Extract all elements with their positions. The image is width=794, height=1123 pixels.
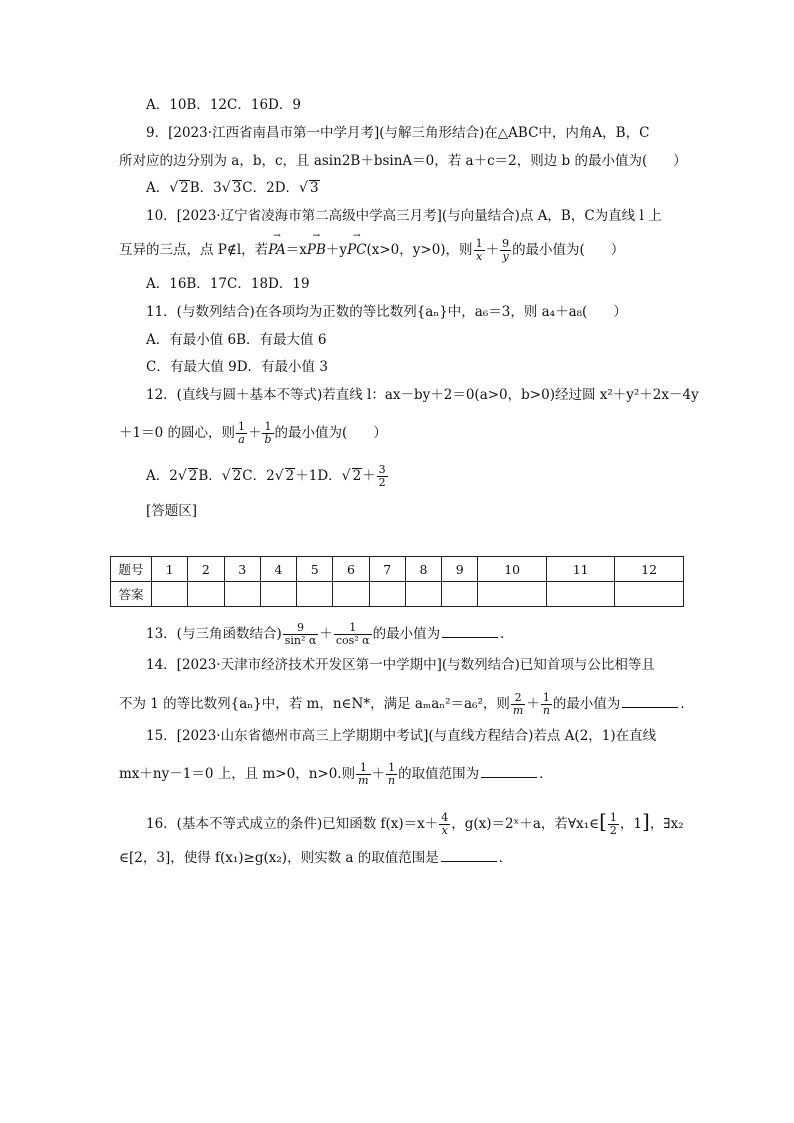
answer-number: 7 bbox=[369, 557, 405, 582]
answer-number: 1 bbox=[152, 557, 188, 582]
answer-cell bbox=[297, 582, 333, 607]
q13-tail: 的最小值为 bbox=[372, 626, 441, 642]
q12-line1: 12．(直线与圆＋基本不等式)若直线 l：ax－by＋2＝0(a>0，b>0)经过圆 x²＋y²＋2x－4y bbox=[146, 387, 699, 403]
q10-options: A．16B．17C．18D．19 bbox=[146, 276, 310, 292]
q10-close: ） bbox=[610, 242, 625, 258]
q16-line1-b: ，g(x)＝2ˣ＋a，若∀x₁∈ bbox=[451, 816, 600, 832]
q16-line2: ∈[2，3]，使得 f(x₁)≥g(x₂)，则实数 a 的取值范围是 ． bbox=[119, 850, 513, 866]
q9-opt-a-rad: 2 bbox=[180, 180, 189, 196]
answer-table-answer-row bbox=[111, 582, 684, 607]
answer-cell bbox=[333, 582, 369, 607]
q14-frac1: $\frac{2}{m}$ bbox=[512, 691, 524, 717]
q11-close: ） bbox=[613, 304, 627, 320]
q12-line2: ＋1＝0 的圆心，则 $\frac{1}{a}$ ＋ $\frac{1}{b}$ 的最小值为( ） bbox=[119, 420, 387, 446]
q9-close: ） bbox=[673, 153, 687, 169]
q16-line1-d: ，∃x₂ bbox=[649, 816, 684, 832]
answer-table-number-row bbox=[111, 557, 684, 582]
answer-number: 3 bbox=[224, 557, 260, 582]
q9-line1: 9．[2023·江西省南昌市第一中学月考](与解三角形结合)在△ABC中，内角A，B，C bbox=[146, 125, 650, 141]
q12-tail: 的最小值为( bbox=[274, 425, 348, 441]
answer-number: 4 bbox=[260, 557, 296, 582]
q9-opt-c: C．2 bbox=[242, 180, 275, 196]
q13-frac2: $\frac{1}{\text{cos² α}}$ bbox=[335, 621, 370, 647]
q10-cond: (x>0，y>0)，则 bbox=[366, 242, 473, 258]
answer-cell bbox=[405, 582, 441, 607]
answer-cell bbox=[188, 582, 224, 607]
q15-line2: mx＋ny－1＝0 上，且 m>0，n>0.则 $\frac{1}{m}$ ＋ $\frac{1}{n}$ 的取值范围为 ． bbox=[119, 761, 553, 787]
answer-cell bbox=[615, 582, 684, 607]
q13-blank bbox=[442, 624, 498, 638]
q14-line2: 不为 1 的等比数列{aₙ}中，若 m，n∈N*，满足 aₘaₙ²＝a₆²，则 $\frac{2}{m}$ ＋ $\frac{1}{n}$ 的最小值为 ． bbox=[119, 691, 694, 717]
q16-line1: 16．(基本不等式成立的条件)已知函数 f(x)＝x＋ $\frac{4}{x}$ ，g(x)＝2ˣ＋a，若∀x₁∈[ $\frac{1}{2}$ ，1]，∃x₂ bbox=[146, 809, 684, 837]
q10-tail: 的最小值为( bbox=[512, 242, 585, 258]
q14-blank bbox=[622, 694, 678, 708]
q10-vec-pb: → PB bbox=[307, 241, 326, 259]
q9-opt-a-prefix: A． bbox=[146, 180, 170, 196]
q9-line2 bbox=[119, 152, 687, 170]
q16-line2-text: ∈[2，3]，使得 f(x₁)≥g(x₂)，则实数 a 的取值范围是 bbox=[119, 850, 439, 866]
answer-number: 12 bbox=[615, 557, 684, 582]
q9-line2-text: 所对应的边分别为 a，b，c，且 asin2B＋bsinA＝0，若 a＋c＝2，则边 b 的最小值为( bbox=[119, 153, 648, 169]
q15-line2-a: mx＋ny－1＝0 上，且 m>0，n>0.则 bbox=[119, 766, 356, 782]
q9-opt-b-rad: 3 bbox=[232, 180, 242, 196]
q10-vec-pc: → PC bbox=[347, 241, 366, 259]
q12-opt-d-frac: $\frac{3}{2}$ bbox=[378, 463, 386, 489]
q10-eq: ＝x bbox=[285, 242, 307, 258]
q12-frac1: $\frac{1}{a}$ bbox=[237, 420, 245, 446]
q16-frac-f: $\frac{4}{x}$ bbox=[441, 811, 449, 837]
q9-options: A．√ 2B．3√ 3C．2D．√ 3 bbox=[146, 180, 319, 196]
q11-options-ab: A．有最小值 6B．有最大值 6 bbox=[146, 332, 327, 348]
q16-line1-a: 16．(基本不等式成立的条件)已知函数 f(x)＝x＋ bbox=[146, 816, 439, 832]
q12-frac2: $\frac{1}{b}$ bbox=[264, 420, 272, 446]
answer-table-row1-label: 题号 bbox=[111, 557, 152, 582]
answer-cell bbox=[152, 582, 188, 607]
q14-line1: 14．[2023·天津市经济技术开发区第一中学期中](与数列结合)已知首项与公比相等且 bbox=[146, 657, 655, 673]
q10-plus-y: ＋y bbox=[325, 242, 348, 258]
q9-opt-d-prefix: D． bbox=[274, 180, 300, 196]
q13-frac1: $\frac{9}{\text{sin² α}}$ bbox=[284, 621, 317, 647]
q13-prefix: 13．(与三角函数结合) bbox=[146, 626, 282, 642]
q16-frac-interval: $\frac{1}{2}$ bbox=[609, 811, 617, 837]
q10-line2-a: 互异的三点，点 P∉l，若 bbox=[119, 242, 269, 258]
answer-number: 11 bbox=[546, 557, 615, 582]
q16-blank bbox=[441, 848, 497, 862]
q11-line1 bbox=[146, 303, 627, 321]
q14-tail: 的最小值为 bbox=[552, 696, 621, 712]
q12-close: ） bbox=[373, 425, 387, 441]
q15-line1: 15．[2023·山东省德州市高三上学期期中考试](与直线方程结合)若点 A(2，1)在直线 bbox=[146, 728, 657, 744]
q10-line2: 互异的三点，点 P∉l，若→ PA＝x→ PB＋y→ PC(x>0，y>0)，则 $\frac{1}{x}$ ＋ $\frac{9}{y}$ 的最小值为( ） bbox=[119, 238, 624, 263]
q13-line: 13．(与三角函数结合) $\frac{9}{\text{sin² α}}$ ＋ $\frac{1}{\text{cos² α}}$ 的最小值为 ． bbox=[146, 621, 514, 647]
answer-number: 6 bbox=[333, 557, 369, 582]
answer-table bbox=[110, 556, 684, 607]
answer-cell bbox=[224, 582, 260, 607]
q12-line2-a: ＋1＝0 的圆心，则 bbox=[119, 425, 235, 441]
q8-options: A．10B．12C．16D．9 bbox=[146, 97, 301, 113]
q9-opt-b-prefix: B．3 bbox=[189, 180, 222, 196]
answer-cell bbox=[478, 582, 547, 607]
q15-frac2: $\frac{1}{n}$ bbox=[388, 761, 396, 787]
answer-number: 10 bbox=[478, 557, 547, 582]
answer-cell bbox=[546, 582, 615, 607]
answer-number: 2 bbox=[188, 557, 224, 582]
q14-frac2: $\frac{1}{n}$ bbox=[542, 691, 550, 717]
q12-options: A．2√ 2B．√ 2C．2√ 2＋1D．√ 2＋ $\frac{3}{2}$ bbox=[146, 463, 386, 489]
q11-text: 11．(与数列结合)在各项均为正数的等比数列{aₙ}中，a₆＝3，则 a₄＋a₈( bbox=[146, 304, 588, 320]
q9-opt-d-rad: 3 bbox=[309, 180, 319, 196]
answer-table-row2-label: 答案 bbox=[111, 582, 152, 607]
q14-line2-a: 不为 1 的等比数列{aₙ}中，若 m，n∈N*，满足 aₘaₙ²＝a₆²，则 bbox=[119, 696, 510, 712]
q10-line1: 10．[2023·辽宁省凌海市第二高级中学高三月考](与向量结合)点 A，B，C为直线 l 上 bbox=[146, 208, 662, 224]
q10-frac1: $\frac{1}{x}$ bbox=[475, 237, 483, 263]
answer-number: 5 bbox=[297, 557, 333, 582]
q10-frac2: $\frac{9}{y}$ bbox=[502, 237, 510, 263]
answer-cell bbox=[369, 582, 405, 607]
q10-vec-pa: → PA bbox=[268, 241, 286, 259]
answer-cell bbox=[260, 582, 296, 607]
q16-line1-c: ，1 bbox=[619, 816, 642, 832]
q15-frac1: $\frac{1}{m}$ bbox=[358, 761, 369, 787]
answer-number: 8 bbox=[405, 557, 441, 582]
q11-options-cd: C．有最大值 9D．有最小值 3 bbox=[146, 359, 328, 375]
q15-tail: 的取值范围为 bbox=[398, 766, 480, 782]
q15-blank bbox=[481, 764, 537, 778]
answer-number: 9 bbox=[442, 557, 478, 582]
answer-area-label: [答题区] bbox=[146, 503, 198, 519]
answer-cell bbox=[442, 582, 478, 607]
